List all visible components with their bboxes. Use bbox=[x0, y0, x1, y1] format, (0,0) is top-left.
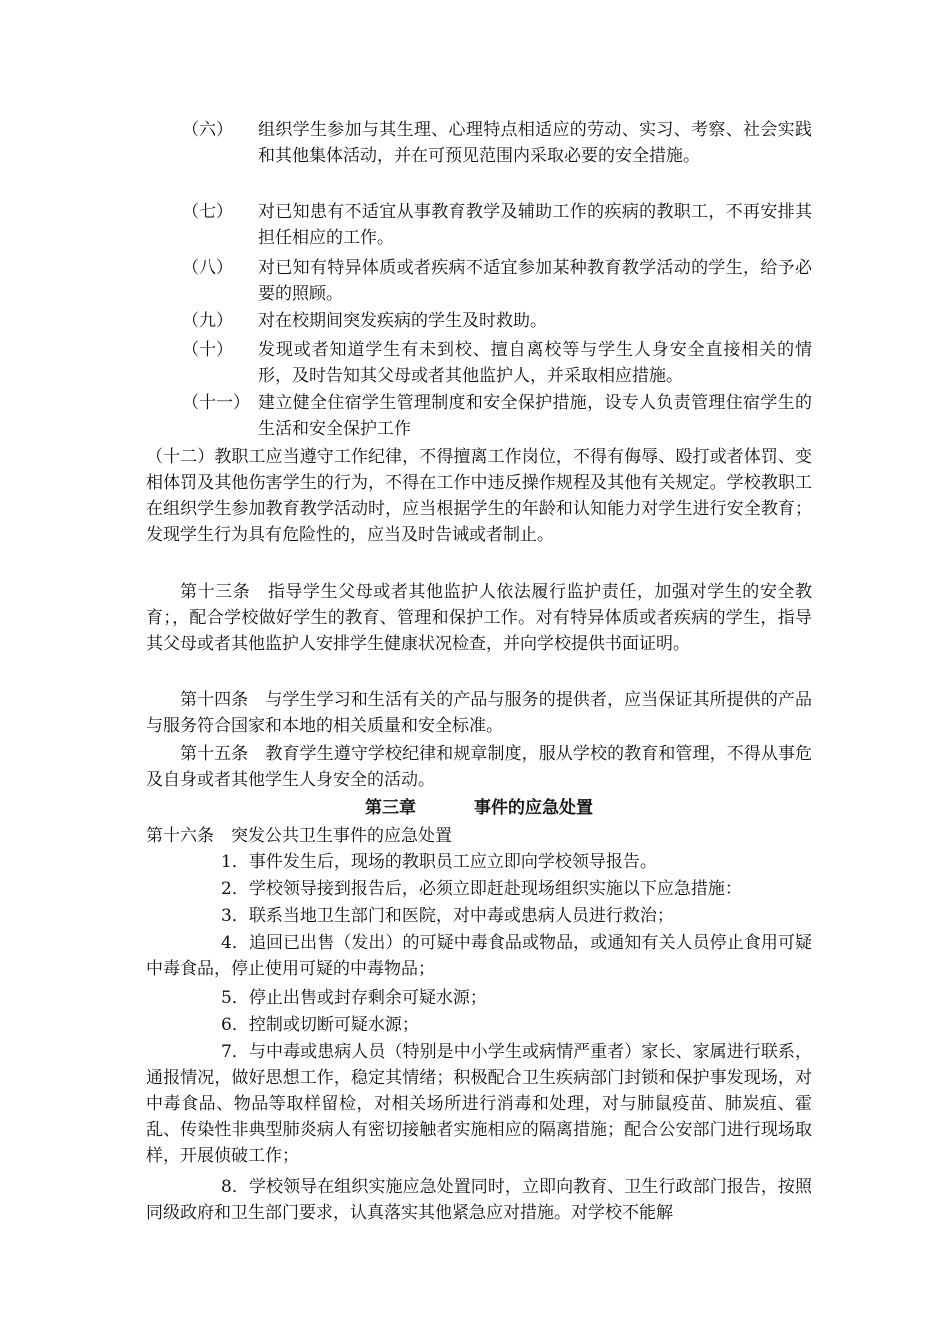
list-item bbox=[182, 308, 812, 334]
clause-twelve: （十二）教职工应当遵守工作纪律，不得擅离工作岗位，不得有侮辱、殴打或者体罚、变相体罚及其他伤害学生的行为，不得在工作中违反操作规程及其他有关规定。学校教职工在组织学生参加教育教学活动时，应当根据学生的年龄和认知能力对学生进行安全教育；发现学生行为具有危险性的，应当及时告诫或者制止。 bbox=[146, 447, 812, 545]
step-item: 5．停止出售或封存剩余可疑水源； bbox=[221, 988, 487, 1008]
item-text: 对在校期间突发疾病的学生及时救助。 bbox=[258, 311, 547, 331]
item-number: （十一） bbox=[182, 393, 250, 413]
article-14: 第十四条 与学生学习和生活有关的产品与服务的提供者，应当保证其所提供的产品与服务符合国家和本地的相关质量和安全标准。 bbox=[146, 690, 812, 736]
item-text: 对已知患有不适宜从事教育教学及辅助工作的疾病的教职工，不再安排其担任相应的工作。 bbox=[258, 202, 812, 248]
step-item: 7．与中毒或患病人员（特别是中小学生或病情严重者）家长、家属进行联系，通报情况，做好思想工作，稳定其情绪；积极配合卫生疾病部门封锁和保护事发现场，对中毒食品、物品等取样留检，对相关场所进行消毒和处理，对与肺鼠疫苗、肺炭疽、霍乱、传染性非典型肺炎病人有密切接触者实施相应的隔离措施；配合公安部门进行现场取样，开展侦破工作； bbox=[146, 1042, 812, 1166]
list-item bbox=[182, 199, 812, 251]
step-item: 4．追回已出售（发出）的可疑中毒食品或物品，或通知有关人员停止食用可疑中毒食品，停止使用可疑的中毒物品； bbox=[146, 933, 812, 979]
item-text: 组织学生参加与其生理、心理特点相适应的劳动、实习、考察、社会实践和其他集体活动，并在可预见范围内采取必要的安全措施。 bbox=[258, 120, 812, 166]
item-number: （九） bbox=[182, 311, 233, 331]
article-16: 第十六条 突发公共卫生事件的应急处置 bbox=[146, 826, 452, 846]
item-number: （十） bbox=[182, 340, 233, 360]
item-number: （八） bbox=[182, 258, 233, 278]
item-text: 建立健全住宿学生管理制度和安全保护措施，设专人负责管理住宿学生的生活和安全保护工作 bbox=[258, 393, 812, 439]
list-item bbox=[182, 255, 812, 307]
step-item: 2．学校领导接到报告后，必须立即赶赴现场组织实施以下应急措施： bbox=[221, 879, 742, 899]
step-item: 8．学校领导在组织实施应急处置同时，立即向教育、卫生行政部门报告，按照同级政府和卫生部门要求，认真落实其他紧急应对措施。对学校不能解 bbox=[146, 1177, 812, 1223]
article-15: 第十五条 教育学生遵守学校纪律和规章制度，服从学校的教育和管理，不得从事危及自身或者其他学生人身安全的活动。 bbox=[146, 744, 812, 790]
article-13: 第十三条 指导学生父母或者其他监护人依法履行监护责任，加强对学生的安全教育；，配合学校做好学生的教育、管理和保护工作。对有特异体质或者疾病的学生，指导其父母或者其他监护人安排学生健康状况检查，并向学校提供书面证明。 bbox=[146, 582, 812, 654]
step-item: 1．事件发生后，现场的教职员工应立即向学校领导报告。 bbox=[221, 852, 657, 872]
item-text: 发现或者知道学生有未到校、擅自离校等与学生人身安全直接相关的情形，及时告知其父母或者其他监护人，并采取相应措施。 bbox=[258, 340, 812, 386]
list-item bbox=[182, 337, 812, 389]
item-number: （六） bbox=[182, 120, 233, 140]
chapter-title: 事件的应急处置 bbox=[474, 798, 593, 818]
step-item: 6．控制或切断可疑水源； bbox=[221, 1015, 419, 1035]
chapter-number: 第三章 bbox=[365, 798, 416, 818]
item-text: 对已知有特异体质或者疾病不适宜参加某种教育教学活动的学生，给予必要的照顾。 bbox=[258, 258, 812, 304]
list-item bbox=[182, 117, 812, 169]
item-number: （七） bbox=[182, 202, 233, 222]
chapter-heading bbox=[146, 795, 812, 821]
list-item bbox=[182, 390, 812, 442]
step-item: 3．联系当地卫生部门和医院，对中毒或患病人员进行救治； bbox=[221, 906, 674, 926]
